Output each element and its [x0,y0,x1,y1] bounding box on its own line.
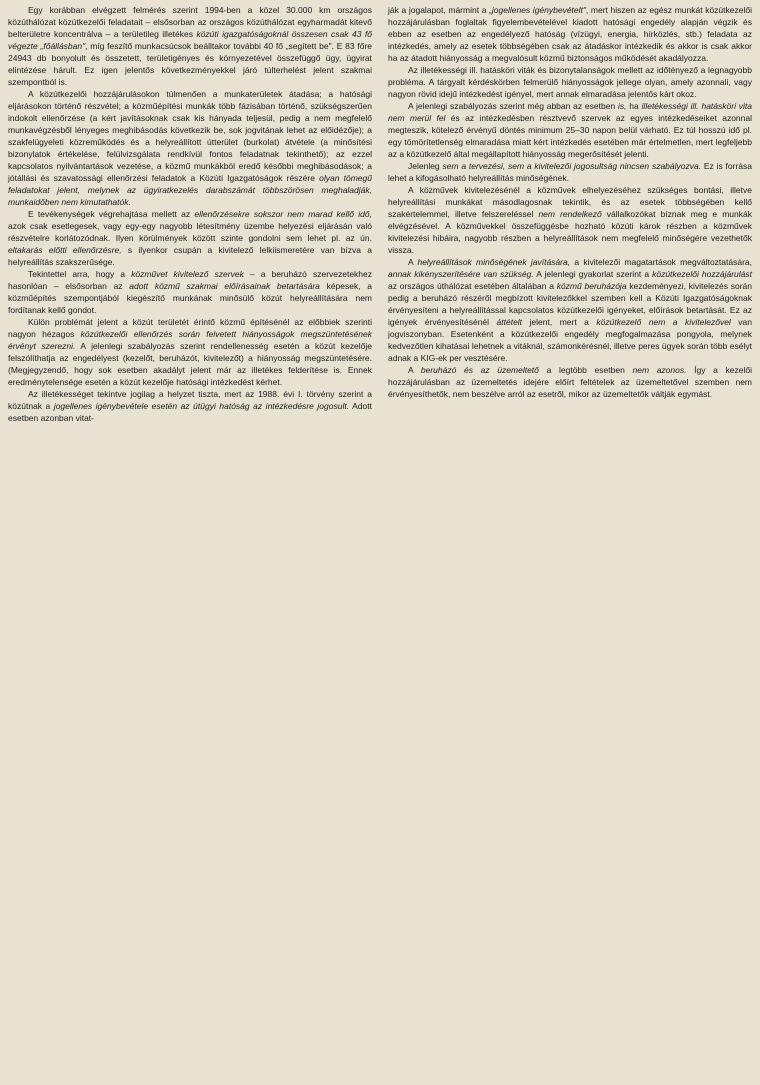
text-run: Külön problémát jelent a közút területét érintő közmű építésénél az előbbiek szerinti nagyon hézagos [8,317,372,339]
paragraph [8,268,372,316]
text-run: s ilyenkor csupán a kivitelező lelkiismeretére van bízva a helyreállítás szakszerűsége. [8,245,372,267]
italic-text: nem rendelkező [538,209,602,219]
paragraph [388,184,752,256]
text-run: A jelenlegi szabályozás szerint még abban az esetben [408,101,618,111]
paragraph [8,88,372,208]
italic-text: illetékességi ill. hatásköri vita nem merül fel [388,101,752,123]
italic-text: adott közmű szakmai előírásainak betartására [129,281,320,291]
text-run: van jogviszonyban. Esetenként a közútkezelői engedély megfogalmazása pongyola, melynek kedvezőtlen kihatásai lehetnek a vitáknál, számonkérésnél, illetve peres ügyek során több esélyt adnak a KIG-ek per vesztésére. [388,317,753,363]
text-run: vállalkozókat bíznak meg e munkák elvégzésével. A közművekkel összefüggésbe hozható közúti károk részben a közművek kivitelezési hibáira, nagyobb részben a helyreállítások nem megfelelő minőségére vezethetők vissza. [388,209,752,255]
text-run: Ez is forrása lehet a kifogásolható helyreállítás minőségének. [388,161,752,183]
text-run: az országos úthálózat esetében általában a [388,281,557,291]
text-run: Jelenleg [408,161,443,171]
italic-text: olyan tömegű feladatokat jelent, melynek az ügyiratkezelés darabszámát többszörösen meghaladják, munkaidőben nem kimutathatók. [8,173,372,207]
text-run: és az intézkedésben résztvevő szervek az egyes intézkedéseiket azonnal megteszik, kötelező érvényű döntés minimum 25–30 napon belül várható. Ez túl hosszú idő pl. egy tömörítetlenség elmaradása miatt kért intézkedés esetében már értelmetlen, mert legfeljebb az a közútkezelő által megállapított hiányosság megerősítését jelenti. [388,113,752,159]
left-column [8,4,372,1085]
italic-text: közmű beruházója [556,281,627,291]
italic-text: beruházó és az üzemeltető [420,365,539,375]
paragraph [388,256,752,364]
text-run: A közútkezelői hozzájárulásokon túlmenően a munkaterületek átadása; a hatósági eljárásokon történő részvétel; a közműépítési munkák több fázisában történő, szükségszerűen indokolt ellenőrzése (a kért javításoknak csak kis hányada teljesül, pedig a nem megfelelő munkavégzésből lényeges meghibásodás következik be, sok jogvitának lehet az előidézője); a szakfelügyeleti közreműködés és a helyreállított útterület (burkolat) átvétele (a minősítési bizonylatok értékelése, felülvizsgálata rendkívül fontos feladatnak tekinthető); az ezzel kapcsolatos nyilvántartások vezetése, a közmű munkákból eredő későbbi meghibásodások; a jótállási és szavatossági ellenőrzési feladatok a Közúti Igazgatóságok részére [8,89,372,183]
italic-text: helyreállítások minőségének javítására, [417,257,571,267]
text-run: – a beruházó szervezetekhez hasonlóan – elsősorban az [8,269,373,291]
italic-text: sem a tervezési, sem a kivitelezői jogosultság nincsen szabályozva. [442,161,702,171]
text-run: Tekintettel arra, hogy a [28,269,132,279]
text-run: , míg feszítő munkacsúcsok beálltakor további 40 fő „segített be". E 83 főre 24943 db bonyolult és összetett, területigényes és környezetével összefüggő ügy, ügyirat elintézése hárult. Ez igen jelentős következményekkel járó túlterhelést jelent szakmai szempontból is. [8,41,373,87]
text-run: ha [626,101,642,111]
text-run: E tevékenységek végrehajtása mellett az [28,209,195,219]
italic-text: ellenőrzésekre sokszor nem marad kellő idő, [194,209,372,219]
italic-text: nem azonos. [632,365,687,375]
text-run: A jelenlegi szabályozás szerint rendellenesség esetén a közút kezelője felszólíthatja az engedélyest (kezelőt, beruházót, kivitelezőt) a hiányosság megszüntetésére. (Megjegyzendő, hogy sok esetben akadályt jelent már az illetékes felderítése is. Ennek eredménytelensége esetén a közút kezelője hatósági intézkedést kérhet. [8,341,373,387]
italic-text: áttételt [496,317,523,327]
italic-text: közművet kivitelező szervek [131,269,244,279]
italic-text: közúti igazgatóságoknál összesen csak 43 fő végezte „főállásban" [8,29,372,51]
italic-text: jogellenes igénybevétele esetén az útügyi hatóság az intézkedésre jogosult. [53,401,350,411]
paragraph [8,4,372,88]
paragraph [8,388,372,424]
text-run: ják a jogalapot, mármint a [388,5,490,15]
text-run: A [408,365,421,375]
paragraph [388,364,752,400]
italic-text: eltakarás előtti ellenőrzésre, [8,245,122,255]
paragraph [8,316,372,388]
text-run: Egy korábban elvégzett felmérés szerint 1994-ben a közel 30.000 km országos közúthálózat közútkezelői feladatait – elsősorban az országos közúthálózat egyharmadát kitevő belterületre koncentrálva – a területileg illetékes [8,5,372,39]
text-run: Adott esetben azonban vitat- [8,401,372,423]
paragraph [388,64,752,100]
text-run: Így a kezelői hozzájárulásban az üzemeltetés idejére előírt feltételek az üzemeltetővel szemben nem érvényesíthetők, nem beszélve arról az esetről, mikor az üzemeltetők váltják egymást. [388,365,753,399]
text-run: Az illetékességet tekintve jogilag a helyzet tiszta, mert az 1988. évi I. törvény szerint a közútnak a [8,389,372,411]
text-run: a kivitelezői magatartások megváltoztatására, [570,257,752,267]
italic-text: közútkezelői hozzájárulást [652,269,752,279]
italic-text: közútkezelői ellenőrzés során felvetett hiányosságok megszüntetésének érvényt szerezni. [8,329,372,351]
text-run: azok csak esetlegesek, vagy egy-egy nagyobb létesítmény üzembe helyezési eljárásán való részvételre korlátozódnak. Ilyen körülmények között szinte gondolni sem lehet pl. az ún. [8,221,372,243]
text-run: A [408,257,418,267]
italic-text: is, [617,101,627,111]
paragraph [8,208,372,268]
paragraph [388,100,752,160]
italic-text: közútkezelő nem a kivitelezővel [596,317,731,327]
right-column [388,4,752,1085]
text-run: A jelenlegi gyakorlat szerint a [533,269,653,279]
italic-text: „jogellenes igénybevételt" [489,5,586,15]
text-run: a legtöbb esetben [538,365,633,375]
paragraph [388,4,752,64]
text-run: jelent, mert a [522,317,597,327]
text-run: kezdeményezi, kivitelezés során pedig a beruházó részéről megbízott kivitelezőkkel szemben kell a Közúti Igazgatóságoknak érvényesíteni a helyreállítással kapcsolatos közútkezelői igényeket, előírások betartását. Ez az igények érvényesítésénél [388,281,752,327]
text-run: , mert hiszen az egész munkát közútkezelői hozzájárulásban foglaltak figyelembevételével kiadott hatósági engedély alapján végzik és ebben az esetben az engedélyező hatóság (vízügyi, energia, hírközlés, stb.) feladata az intézkedés, amely az esetek többségében csak az átadáskor intézkedik és akkor is csak akkor ha az átadott hiányosság a megvalósult közmű biztonságos működését akadályozza. [388,5,752,63]
text-run: képesek, a közműépítés szempontjából kiegészítő munkának minősülő közút helyreállítására nem fordítanak kellő gondot. [8,281,372,315]
text-run: A közművek kivitelezésénél a közművek elhelyezéséhez szükséges bontási, illetve helyreállítási munkákat másodlagosnak tekintik, és az esetek többségében kellő szakértelemmel, illetve felszereléssel [388,185,752,219]
text-run: Az illetékességi ill. hatásköri viták és bizonytalanságok mellett az időtényező a legnagyobb probléma. A tárgyalt kérdéskörben felmerülő hiányosságok jellege olyan, amely azonnali, vagy nagyon rövid idejű intézkedést igényel, mert annak elmaradása jelentős kárt okoz. [388,65,752,99]
italic-text: annak kikényszerítésére van szükség. [388,269,534,279]
paragraph [388,160,752,184]
